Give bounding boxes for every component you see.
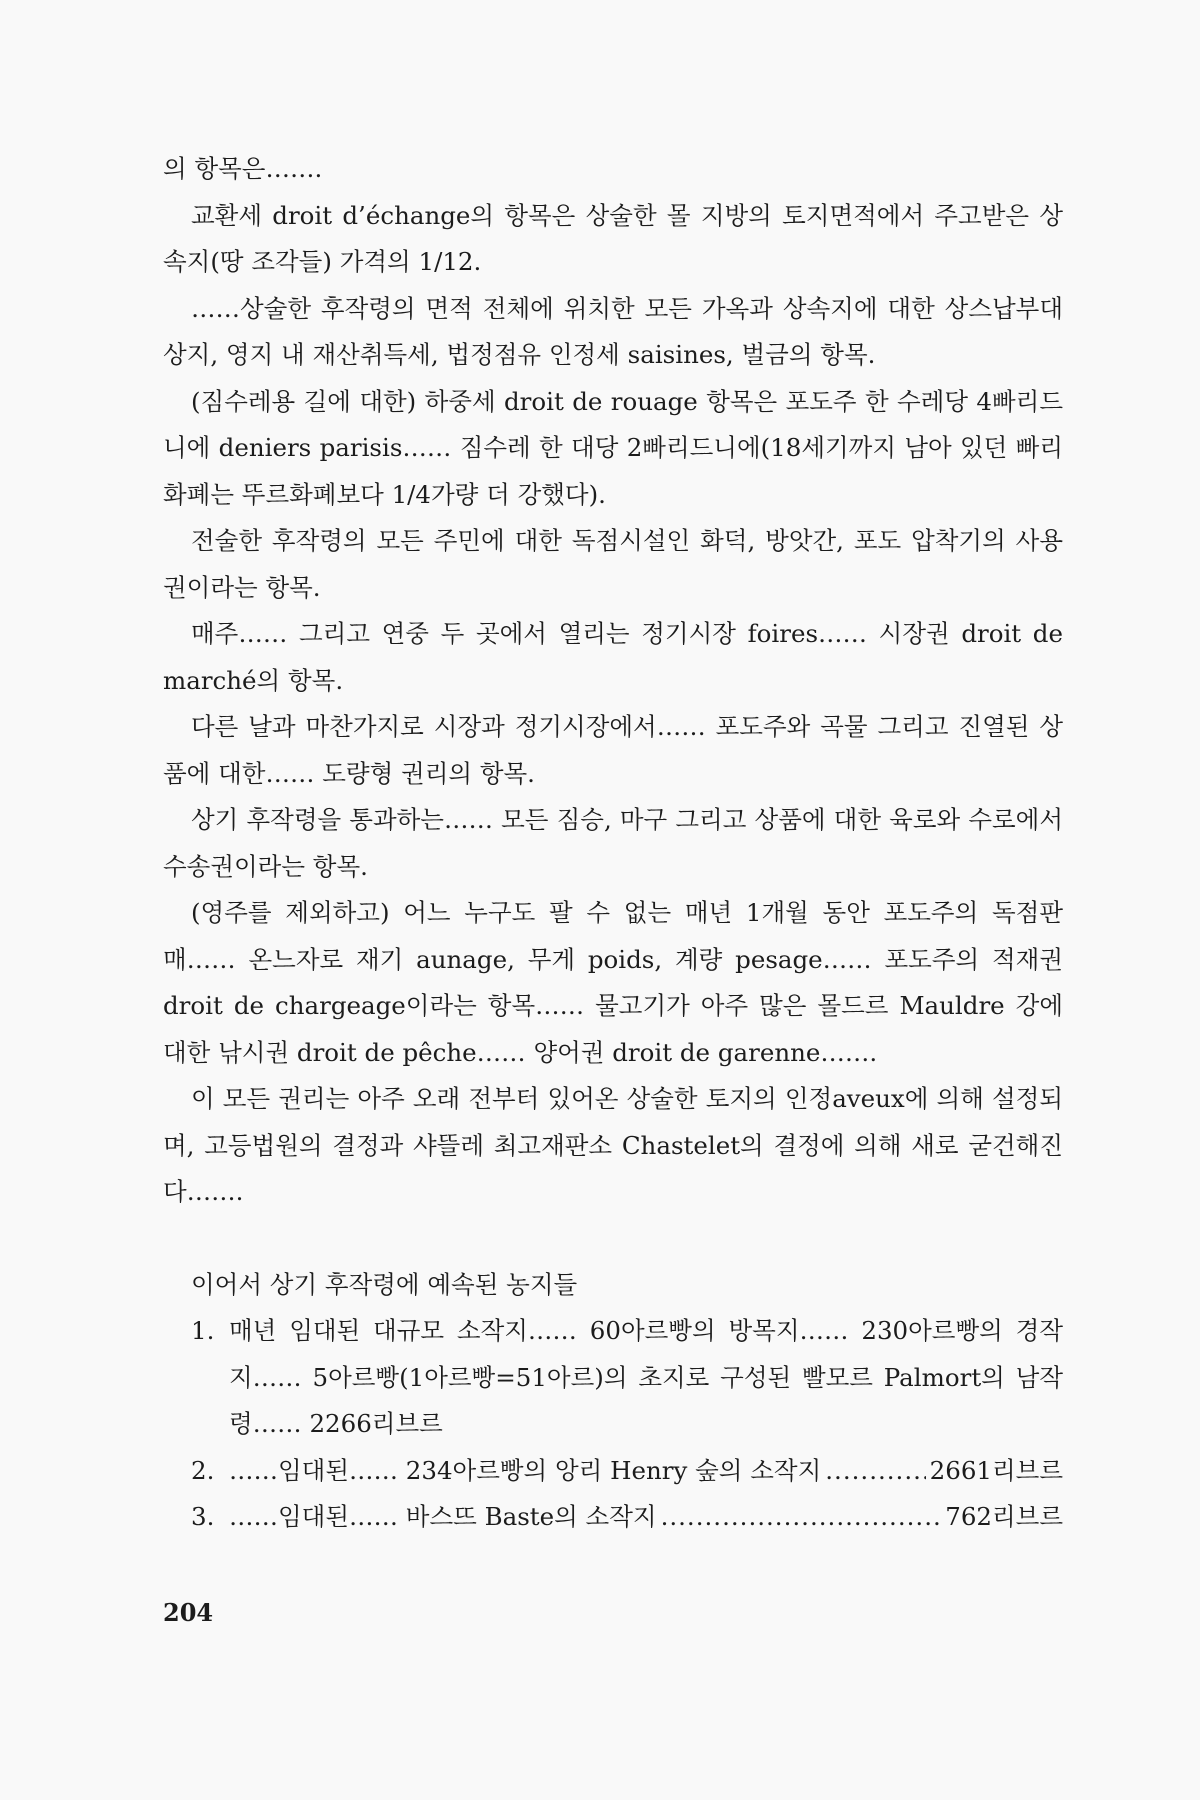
list-item [163,1308,1063,1448]
list-intro: 이어서 상기 후작령에 예속된 농지들 [191,1269,578,1299]
paragraph: (영주를 제외하고) 어느 누구도 팔 수 없는 매년 1개월 동안 포도주의 독점판매…… 온느자로 재기 aunage, 무게 poids, 계량 pesage…… 포도주의 적재권 droit de chargeage이라는 항목…… 물고기가 아주 많은 몰드르 Mauldre 강에 대한 낚시권 droit de pêche…… 양어권 droit de garenne……. [163,898,1063,1067]
dot-leader [661,1494,942,1541]
list-item-text: ……임대된…… 바스뜨 Baste의 소작지 [229,1502,657,1531]
list-item-amount: 2661리브르 [929,1455,1063,1485]
list-item-text: 매년 임대된 대규모 소작지…… 60아르빵의 방목지…… 230아르빵의 경작지…… 5아르빵(1아르빵=51아르)의 초지로 구성된 빨모르 Palmort의 남작령…… 2266리브르 [229,1316,1063,1438]
page-number: 204 [163,1598,214,1627]
paragraph: 교환세 droit d’échange의 항목은 상술한 몰 지방의 토지면적에서 주고받은 상속지(땅 조각들) 가격의 1/12. [163,200,1063,276]
paragraph: 이 모든 권리는 아주 오래 전부터 있어온 상술한 토지의 인정aveux에 의해 설정되며, 고등법원의 결정과 샤뜰레 최고재판소 Chastelet의 결정에 의해 새로 굳건해진다……. [163,1084,1063,1206]
list-item-text: ……임대된…… 234아르빵의 앙리 Henry 숲의 소작지 [229,1455,822,1485]
list-item-number: 1. [191,1316,215,1345]
paragraph: 의 항목은……. [163,154,323,183]
leader-row [229,1494,1063,1541]
list-item-amount: 762리브르 [945,1502,1063,1531]
paragraph: (짐수레용 길에 대한) 하중세 droit de rouage 항목은 포도주 한 수레당 4빠리드니에 deniers parisis…… 짐수레 한 대당 2빠리드니에(18세기까지 남아 있던 빠리화폐는 뚜르화폐보다 1/4가량 더 강했다). [163,386,1063,509]
list-item [163,1494,1063,1541]
paragraph: 전술한 후작령의 모든 주민에 대한 독점시설인 화덕, 방앗간, 포도 압착기의 사용권이라는 항목. [163,526,1063,602]
paragraph: ……상술한 후작령의 면적 전체에 위치한 모든 가옥과 상속지에 대한 상스납부대상지, 영지 내 재산취득세, 법정점유 인정세 saisines, 벌금의 항목. [163,293,1063,369]
list-item-number: 2. [191,1455,215,1485]
section-gap [163,1216,1063,1262]
paragraph: 다른 날과 마찬가지로 시장과 정기시장에서…… 포도주와 곡물 그리고 진열된 상품에 대한…… 도량형 권리의 항목. [163,712,1063,788]
list-item [163,1448,1063,1495]
leader-row [229,1448,1063,1495]
list-item-number: 3. [191,1502,215,1531]
farmland-list [163,1308,1063,1541]
body-text [163,146,1063,1541]
paragraph: 매주…… 그리고 연중 두 곳에서 열리는 정기시장 foires…… 시장권 droit de marché의 항목. [163,619,1063,695]
dot-leader [825,1448,925,1495]
paragraph: 상기 후작령을 통과하는…… 모든 짐승, 마구 그리고 상품에 대한 육로와 수로에서 수송권이라는 항목. [163,805,1063,881]
